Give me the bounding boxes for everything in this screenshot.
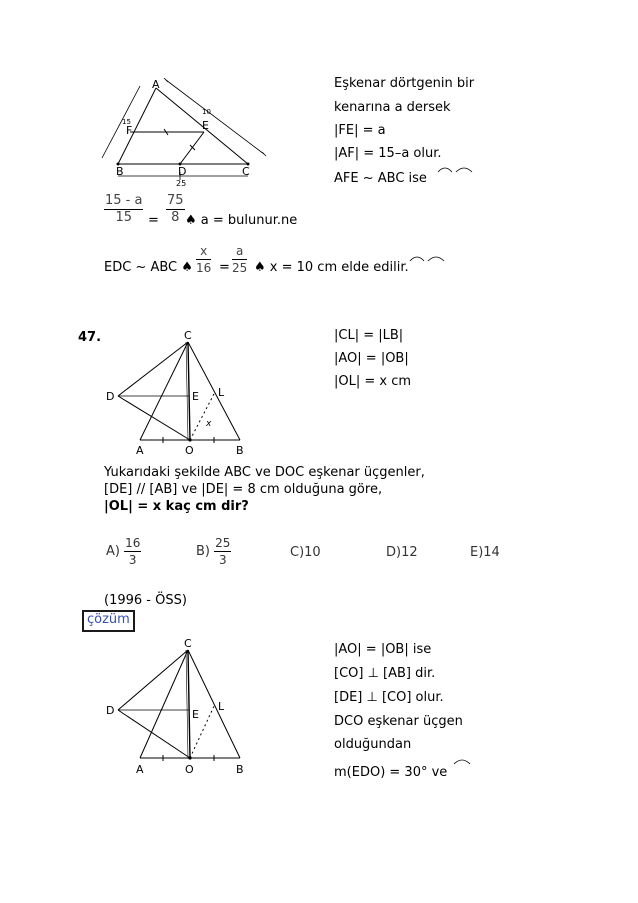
eq2-equals: = <box>219 260 230 275</box>
eq1-result: ♠ a = bulunur.ne <box>185 213 298 228</box>
fraction-a-over-25: a 25 <box>232 244 248 275</box>
label-A: A <box>136 444 144 457</box>
top-text-line-4: |AF| = 15–a olur. <box>334 146 442 161</box>
label-O: O <box>185 444 194 457</box>
label-15: 15 <box>122 118 131 126</box>
label-L: L <box>218 700 225 713</box>
solution-line-3: [DE] ⊥ [CO] olur. <box>334 690 444 705</box>
label-D: D <box>106 704 115 717</box>
label-F: F <box>126 124 133 137</box>
top-text-line-3: |FE| = a <box>334 123 386 138</box>
fraction-75-over-8: 75 8 <box>167 193 184 225</box>
solution-line-6: m(EDO) = 30° ve <box>334 765 448 780</box>
label-L: L <box>218 386 225 399</box>
label-C: C <box>184 638 192 650</box>
top-text-line-1: Eşkenar dörtgenin bir <box>334 76 475 91</box>
given-line-3: |OL| = x cm <box>334 374 412 389</box>
similarity-arcs-2 <box>408 253 448 263</box>
label-A: A <box>152 78 160 91</box>
label-O: O <box>185 763 194 776</box>
eq1-equals: = <box>148 213 159 228</box>
eq2-lead: EDC ~ ABC ♠ <box>104 260 193 275</box>
option-d[interactable]: D)12 <box>386 545 418 560</box>
eq2-result: ♠ x = 10 cm elde edilir. <box>254 260 409 275</box>
question-47-figure <box>100 330 260 458</box>
label-E: E <box>192 708 199 721</box>
question-source: (1996 - ÖSS) <box>104 593 187 608</box>
similarity-arcs-1 <box>436 164 476 174</box>
label-E: E <box>202 119 209 132</box>
label-25: 25 <box>176 179 187 188</box>
label-B: B <box>236 444 244 457</box>
option-b-fraction: $\frac{25}{3}$ <box>215 536 231 567</box>
fraction-x-over-16: x 16 <box>196 244 212 275</box>
solution-figure <box>100 638 260 778</box>
label-E: E <box>192 390 199 403</box>
rhombus-triangle-figure <box>96 78 271 190</box>
label-B: B <box>236 763 244 776</box>
top-text-line-2: kenarına a dersek <box>334 100 451 115</box>
solution-line-1: |AO| = |OB| ise <box>334 642 432 657</box>
label-D: D <box>106 390 115 403</box>
option-a[interactable]: A) $\frac{16}{3}$ <box>106 536 141 567</box>
solution-line-5: olduğundan <box>334 737 412 752</box>
given-line-2: |AO| = |OB| <box>334 351 409 366</box>
label-10: 10 <box>202 108 211 116</box>
solution-line-2: [CO] ⊥ [AB] dir. <box>334 666 436 681</box>
label-D: D <box>178 165 187 178</box>
question-number: 47. <box>78 330 102 345</box>
option-e[interactable]: E)14 <box>470 545 500 560</box>
solution-line-4: DCO eşkenar üçgen <box>334 714 463 729</box>
label-C: C <box>184 330 192 342</box>
label-C: C <box>242 165 250 178</box>
label-x: x <box>206 419 212 429</box>
solution-badge: çözüm <box>82 610 135 632</box>
given-line-1: |CL| = |LB| <box>334 328 404 343</box>
option-b[interactable]: B) $\frac{25}{3}$ <box>196 536 231 567</box>
question-line-1: Yukarıdaki şekilde ABC ve DOC eşkenar üçgenler, <box>104 465 425 480</box>
fraction-15-a-over-15: 15 - a 15 <box>105 193 143 225</box>
question-line-3: |OL| = x kaç cm dir? <box>104 499 249 514</box>
top-text-line-5: AFE ~ ABC ise <box>334 171 427 186</box>
question-line-2: [DE] // [AB] ve |DE| = 8 cm olduğuna göre, <box>104 482 383 497</box>
label-A: A <box>136 763 144 776</box>
angle-arc <box>452 756 472 766</box>
option-c[interactable]: C)10 <box>290 545 321 560</box>
label-B: B <box>116 165 124 178</box>
option-a-fraction: $\frac{16}{3}$ <box>125 536 141 567</box>
